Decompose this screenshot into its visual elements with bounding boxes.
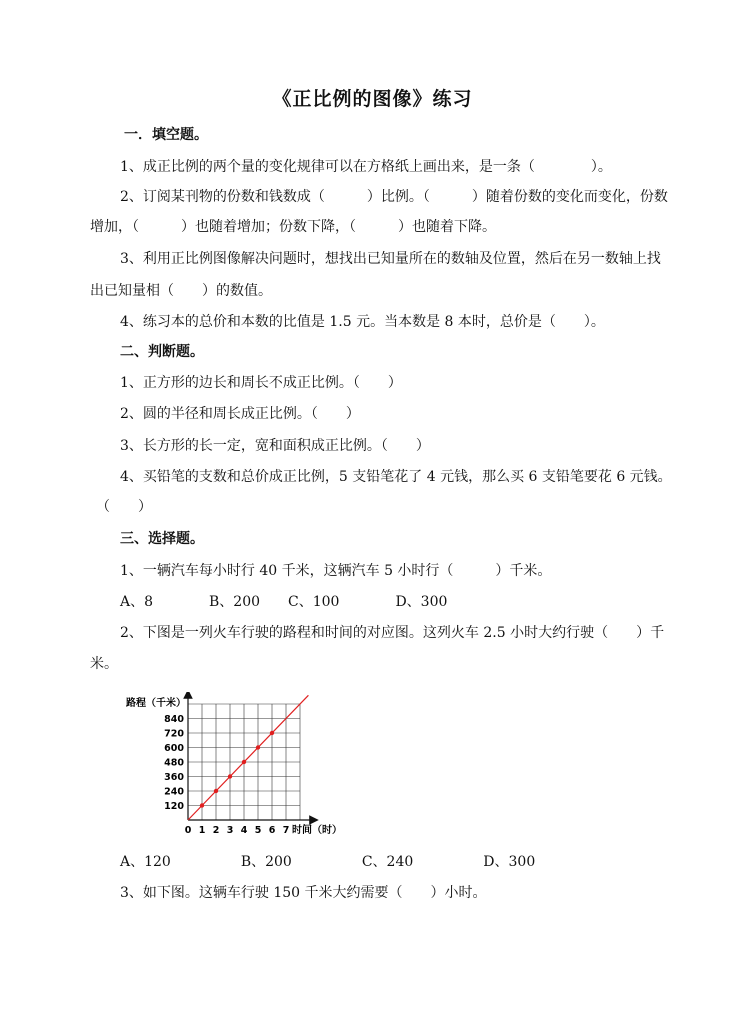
question-2-4-line2: （ ） <box>96 499 152 515</box>
series-line <box>188 695 308 820</box>
section-2-heading: 二、判断题。 <box>120 344 204 360</box>
data-point <box>228 774 232 778</box>
section-3-heading: 三、选择题。 <box>120 531 204 547</box>
y-tick-label: 120 <box>164 801 184 812</box>
question-1-3-line2: 出已知量相（ ）的数值。 <box>90 283 272 299</box>
data-point <box>214 789 218 793</box>
page-title: 《正比例的图像》练习 <box>272 88 473 110</box>
question-2-2: 2、圆的半径和周长成正比例。（ ） <box>120 406 360 422</box>
x-tick-label: 3 <box>226 825 234 836</box>
question-3-2-line1: 2、下图是一列火车行驶的路程和时间的对应图。这列火车 2.5 小时大约行驶（ ）千 <box>120 625 665 641</box>
question-1-2-line2: 增加，（ ）也随着增加；份数下降，（ ）也随着下降。 <box>90 219 496 235</box>
question-2-1: 1、正方形的边长和周长不成正比例。（ ） <box>120 375 402 391</box>
question-1-4: 4、练习本的总价和本数的比值是 1.5 元。当本数是 8 本时，总价是（ ）。 <box>120 314 605 330</box>
x-tick-label: 0 <box>184 825 192 836</box>
y-tick-label: 240 <box>164 786 184 798</box>
data-point <box>270 731 274 735</box>
section-1-heading: 一．填空题。 <box>124 127 208 143</box>
x-tick-label: 1 <box>198 825 206 836</box>
y-tick-label: 600 <box>164 743 184 754</box>
question-3-3: 3、如下图。这辆车行驶 150 千米大约需要（ ）小时。 <box>120 885 487 901</box>
x-tick-label: 2 <box>212 825 220 836</box>
y-tick-label: 840 <box>164 714 184 725</box>
x-tick-label: 5 <box>254 825 262 836</box>
question-1-2-line1: 2、订阅某刊物的份数和钱数成（ ）比例。（ ）随着份数的变化而变化，份数 <box>120 189 668 205</box>
x-tick-label: 6 <box>268 825 276 836</box>
chart-y-label: 路程（千米） <box>126 698 186 709</box>
question-1-1: 1、成正比例的两个量的变化规律可以在方格纸上画出来，是一条（ ）。 <box>120 159 612 175</box>
y-tick-label: 360 <box>164 772 184 783</box>
question-2-4-line1: 4、买铅笔的支数和总价成正比例，5 支铅笔花了 4 元钱，那么买 6 支铅笔要花 6 元钱。 <box>120 469 672 485</box>
question-3-2-options: A、120 B、200 C、240 D、300 <box>120 854 536 870</box>
y-tick-label: 720 <box>164 728 184 740</box>
question-3-1: 1、一辆汽车每小时行 40 千米，这辆汽车 5 小时行（ ）千米。 <box>120 563 552 579</box>
question-2-3: 3、长方形的长一定，宽和面积成正比例。（ ） <box>120 438 430 454</box>
data-point <box>242 760 246 764</box>
distance-time-chart <box>118 692 378 842</box>
data-point <box>256 745 260 749</box>
x-tick-label: 4 <box>240 825 248 836</box>
question-3-2-line2: 米。 <box>90 656 118 672</box>
question-1-3-line1: 3、利用正比例图像解决问题时，想找出已知量所在的数轴及位置，然后在另一数轴上找 <box>120 251 661 267</box>
data-point <box>200 803 204 807</box>
question-3-1-options: A、8 B、200 C、100 D、300 <box>120 594 448 610</box>
chart-x-label: 时间（时） <box>292 825 342 836</box>
x-tick-label: 7 <box>282 825 290 836</box>
y-tick-label: 480 <box>164 757 184 769</box>
